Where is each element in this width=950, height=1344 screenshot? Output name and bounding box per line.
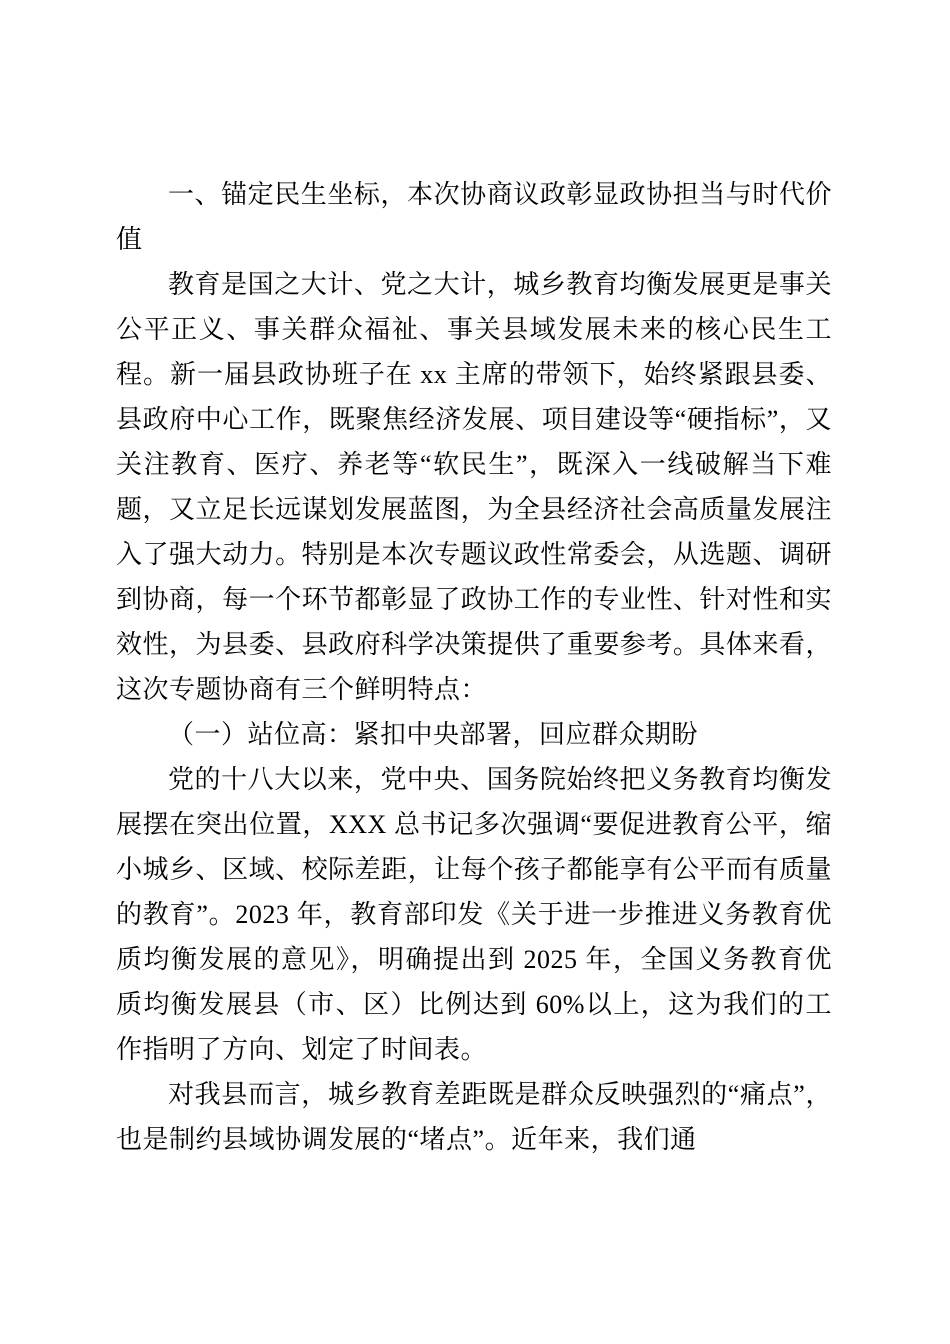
paragraph-county-situation: 对我县而言，城乡教育差距既是群众反映强烈的“痛点”，也是制约县域协调发展的“堵点”。近年来，我们通 xyxy=(116,1080,832,1154)
paragraph-policy-background: 党的十八大以来，党中央、国务院始终把义务教育均衡发展摆在突出位置，XXX 总书记多次强调“要促进教育公平，缩小城乡、区域、校际差距，让每个孩子都能享有公平而有质量的教育”。2023 年，教育部印发《关于进一步推进义务教育优质均衡发展的意见》，明确提出到 2025 年，全国义务教育优质均衡发展县（市、区）比例达到 60%以上，这为我们的工作指明了方向、划定了时间表。 xyxy=(116,765,832,1064)
paragraph-intro: 教育是国之大计、党之大计，城乡教育均衡发展更是事关公平正义、事关群众福祉、事关县域发展未来的核心民生工程。新一届县政协班子在 xx 主席的带领下，始终紧跟县委、县政府中心工作，既聚焦经济发展、项目建设等“硬指标”，又关注教育、医疗、养老等“软民生”，既深入一线破解当下难题，又立足长远谋划发展蓝图，为全县经济社会高质量发展注入了强大动力。特别是本次专题议政性常委会，从选题、调研到协商，每一个环节都彰显了政协工作的专业性、针对性和实效性，为县委、县政府科学决策提供了重要参考。具体来看，这次专题协商有三个鲜明特点： xyxy=(116,270,832,704)
section-heading: 一、锚定民生坐标，本次协商议政彰显政协担当与时代价值 xyxy=(116,180,832,254)
subsection-heading: （一）站位高：紧扣中央部署，回应群众期盼 xyxy=(168,720,699,749)
document-content xyxy=(116,172,832,1162)
